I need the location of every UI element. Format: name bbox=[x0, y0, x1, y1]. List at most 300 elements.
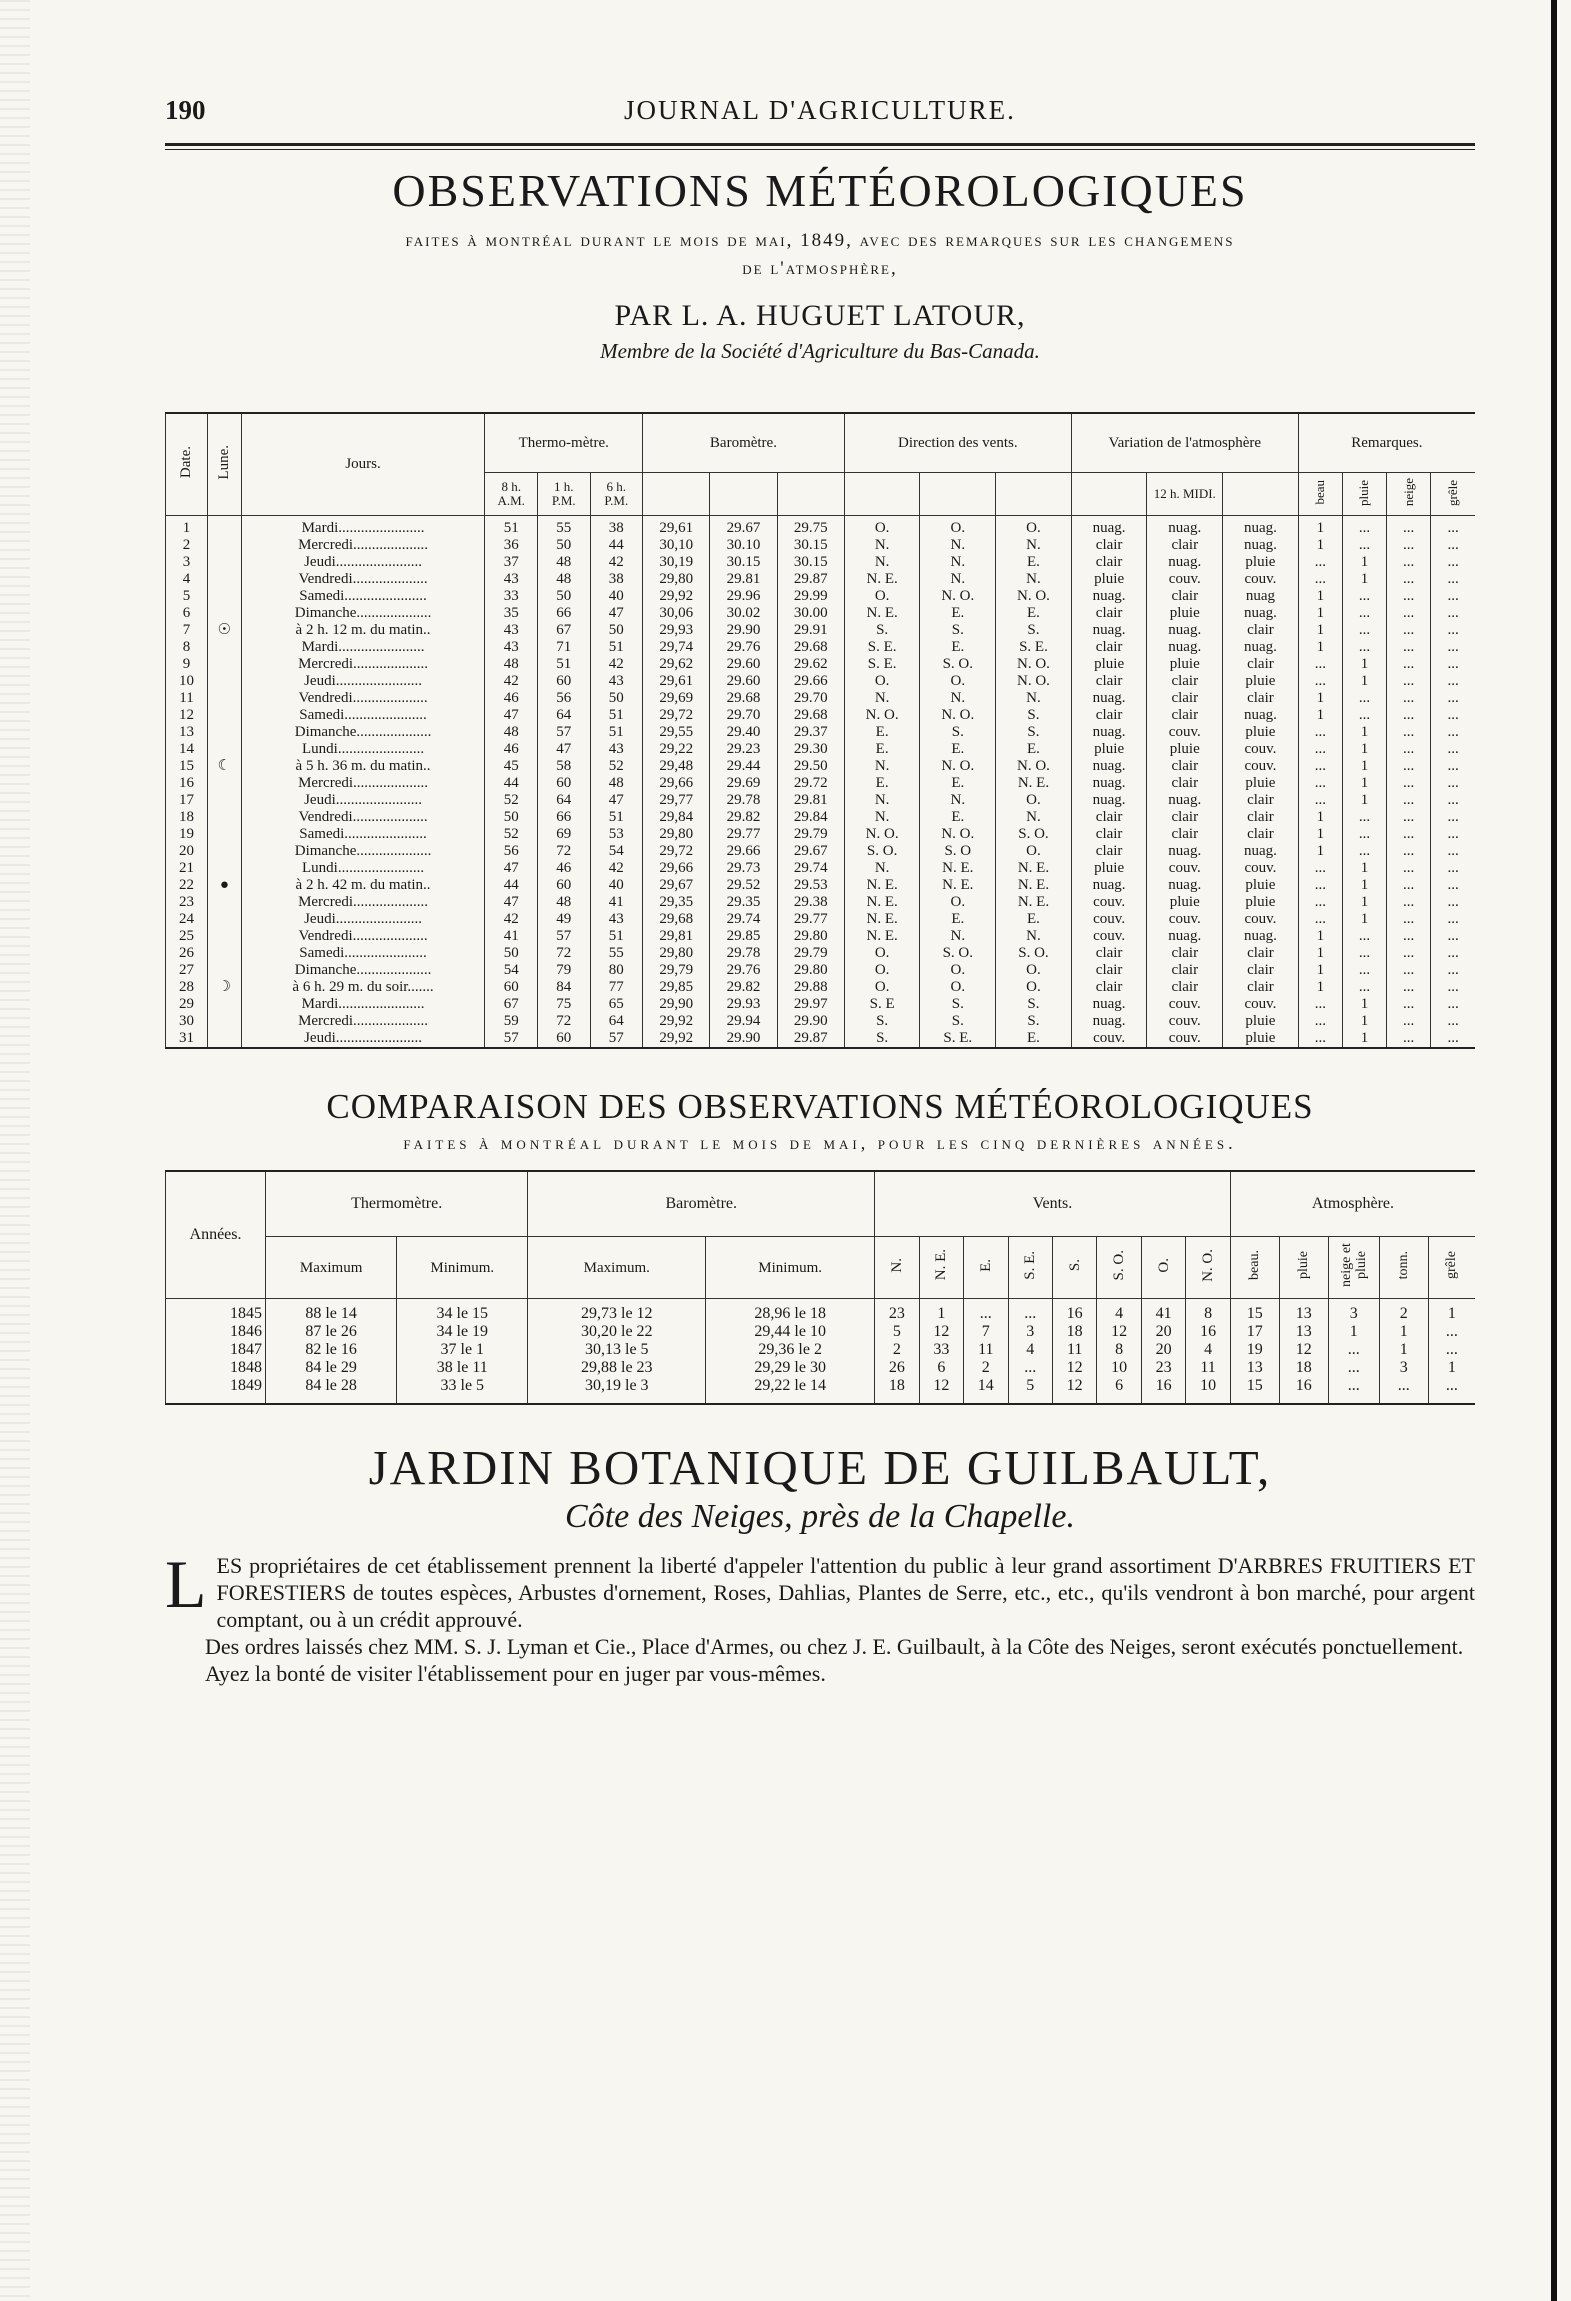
date-cell: 18 bbox=[166, 809, 208, 826]
atmosphere-cell: couv. bbox=[1071, 911, 1147, 928]
date-cell: 25 bbox=[166, 928, 208, 945]
remark-cell: ... bbox=[1342, 979, 1386, 996]
wind-cell: O. bbox=[996, 516, 1072, 538]
atmosphere-cell: pluie bbox=[1071, 741, 1147, 758]
wind-cell: N. bbox=[996, 571, 1072, 588]
jour-cell: Vendredi.................... bbox=[241, 809, 485, 826]
remark-cell: ... bbox=[1387, 588, 1431, 605]
wind-count-cell: 5 bbox=[1008, 1377, 1052, 1404]
wind-cell: O. bbox=[844, 516, 920, 538]
remark-cell: ... bbox=[1431, 1013, 1475, 1030]
wind-count-cell: 8 bbox=[1186, 1299, 1231, 1324]
barometer-cell: 29,72 bbox=[643, 843, 710, 860]
date-cell: 14 bbox=[166, 741, 208, 758]
thermometer-cell: 60 bbox=[485, 979, 538, 996]
moon-phase-cell bbox=[208, 860, 242, 877]
moon-phase-cell: ● bbox=[208, 877, 242, 894]
barometer-cell: 29.91 bbox=[777, 622, 844, 639]
wind-count-cell: 20 bbox=[1141, 1341, 1185, 1359]
thermometer-cell: 42 bbox=[590, 860, 643, 877]
barometer-cell: 29,80 bbox=[643, 945, 710, 962]
moon-phase-cell bbox=[208, 656, 242, 673]
remark-cell: ... bbox=[1431, 605, 1475, 622]
jour-cell: Mercredi.................... bbox=[241, 894, 485, 911]
atmosphere-cell: clair bbox=[1071, 945, 1147, 962]
wind-count-cell: ... bbox=[964, 1299, 1008, 1324]
remark-cell: ... bbox=[1298, 1030, 1342, 1048]
wind-cell: E. bbox=[920, 741, 996, 758]
remark-cell: ... bbox=[1431, 911, 1475, 928]
atmos-count-cell: 1 bbox=[1328, 1323, 1379, 1341]
wind-cell: S. E. bbox=[920, 1030, 996, 1048]
col-neige: neige bbox=[1387, 473, 1431, 516]
date-cell: 31 bbox=[166, 1030, 208, 1048]
comparison-subtitle: faites à montréal durant le mois de mai, pour les cinq dernières années. bbox=[403, 1133, 1237, 1153]
atmosphere-cell: couv. bbox=[1147, 1030, 1223, 1048]
thermometer-cell: 77 bbox=[590, 979, 643, 996]
moon-phase-cell bbox=[208, 962, 242, 979]
atmosphere-cell: clair bbox=[1147, 945, 1223, 962]
barometer-cell: 29.62 bbox=[777, 656, 844, 673]
remark-cell: ... bbox=[1387, 928, 1431, 945]
barometer-cell: 29,90 bbox=[643, 996, 710, 1013]
cmp-bmin-header: Minimum. bbox=[706, 1237, 875, 1299]
thermometer-cell: 47 bbox=[590, 605, 643, 622]
wind-cell: N. E. bbox=[996, 877, 1072, 894]
remark-cell: ... bbox=[1431, 1030, 1475, 1048]
remark-cell: 1 bbox=[1298, 639, 1342, 656]
remark-cell: ... bbox=[1431, 775, 1475, 792]
barometer-cell: 29.67 bbox=[777, 843, 844, 860]
atmosphere-cell: couv. bbox=[1147, 911, 1223, 928]
remark-cell: 1 bbox=[1298, 945, 1342, 962]
remark-cell: ... bbox=[1298, 554, 1342, 571]
remark-cell: 1 bbox=[1298, 826, 1342, 843]
remark-cell: ... bbox=[1387, 945, 1431, 962]
wind-count-cell: 12 bbox=[919, 1323, 963, 1341]
wind-cell: S. bbox=[920, 1013, 996, 1030]
barometer-cell: 29.82 bbox=[710, 809, 777, 826]
wind-count-cell: 2 bbox=[875, 1341, 919, 1359]
date-cell: 11 bbox=[166, 690, 208, 707]
atmos-count-cell: 1 bbox=[1379, 1323, 1428, 1341]
atmosphere-cell: pluie bbox=[1223, 775, 1299, 792]
atmos-count-cell: ... bbox=[1428, 1323, 1475, 1341]
remark-cell: 1 bbox=[1298, 928, 1342, 945]
thermometer-cell: 52 bbox=[590, 758, 643, 775]
date-cell: 13 bbox=[166, 724, 208, 741]
wind-cell: N. E. bbox=[996, 894, 1072, 911]
barometer-cell: 30.15 bbox=[777, 537, 844, 554]
barometer-cell: 29,55 bbox=[643, 724, 710, 741]
jour-cell: Jeudi....................... bbox=[241, 673, 485, 690]
atmosphere-cell: pluie bbox=[1223, 1030, 1299, 1048]
barometer-cell: 29.23 bbox=[710, 741, 777, 758]
table-row bbox=[166, 1299, 1476, 1324]
table-row bbox=[166, 741, 1476, 758]
barometer-cell: 30,10 bbox=[643, 537, 710, 554]
cmp-atmos-header bbox=[1279, 1237, 1328, 1299]
moon-phase-cell bbox=[208, 1030, 242, 1048]
wind-cell: N. O. bbox=[920, 758, 996, 775]
moon-phase-cell: ☾ bbox=[208, 758, 242, 775]
table-row bbox=[166, 673, 1476, 690]
atmosphere-cell: couv. bbox=[1223, 911, 1299, 928]
atmos-count-cell: 2 bbox=[1379, 1299, 1428, 1324]
thermometer-cell: 72 bbox=[537, 945, 590, 962]
atmosphere-cell: couv. bbox=[1223, 860, 1299, 877]
remark-cell: ... bbox=[1431, 724, 1475, 741]
atmosphere-cell: pluie bbox=[1147, 605, 1223, 622]
thermometer-cell: 47 bbox=[485, 860, 538, 877]
barometer-cell: 29.85 bbox=[710, 928, 777, 945]
moon-phase-cell bbox=[208, 741, 242, 758]
cmp-wind-label: S. E. bbox=[1022, 1250, 1039, 1280]
barometer-cell: 29,48 bbox=[643, 758, 710, 775]
thermometer-cell: 64 bbox=[537, 792, 590, 809]
remark-cell: ... bbox=[1431, 928, 1475, 945]
wind-cell: N. bbox=[844, 860, 920, 877]
table-row bbox=[166, 860, 1476, 877]
atmosphere-cell: pluie bbox=[1223, 877, 1299, 894]
thermometer-cell: 45 bbox=[485, 758, 538, 775]
table-row bbox=[166, 1359, 1476, 1377]
moon-phase-cell bbox=[208, 516, 242, 538]
remark-cell: ... bbox=[1298, 758, 1342, 775]
barometer-cell: 29.76 bbox=[710, 639, 777, 656]
cmp-atmos-header bbox=[1428, 1237, 1475, 1299]
remark-cell: ... bbox=[1387, 690, 1431, 707]
barometer-cell: 29.66 bbox=[777, 673, 844, 690]
table-row bbox=[166, 1377, 1476, 1404]
cmp-wind-label: E. bbox=[977, 1258, 994, 1272]
wind-cell: N. E. bbox=[996, 860, 1072, 877]
col-pluie: pluie bbox=[1342, 473, 1386, 516]
thermometer-cell: 35 bbox=[485, 605, 538, 622]
wind-count-cell: 12 bbox=[1052, 1377, 1096, 1404]
ad-subtitle: Côte des Neiges, près de la Chapelle. bbox=[565, 1498, 1075, 1535]
barometer-cell: 29,62 bbox=[643, 656, 710, 673]
table-row bbox=[166, 707, 1476, 724]
wind-count-cell: 3 bbox=[1008, 1323, 1052, 1341]
barometer-cell: 29,61 bbox=[643, 516, 710, 538]
barometer-cell: 29.68 bbox=[777, 639, 844, 656]
atmosphere-cell: pluie bbox=[1071, 656, 1147, 673]
wind-count-cell: 33 bbox=[919, 1341, 963, 1359]
barometer-cell: 29,92 bbox=[643, 588, 710, 605]
remark-cell: ... bbox=[1387, 639, 1431, 656]
remark-cell: ... bbox=[1431, 809, 1475, 826]
atmosphere-cell: couv. bbox=[1223, 996, 1299, 1013]
jour-cell: à 2 h. 12 m. du matin.. bbox=[241, 622, 485, 639]
remark-cell: ... bbox=[1387, 741, 1431, 758]
wind-count-cell: 18 bbox=[875, 1377, 919, 1404]
remark-cell: ... bbox=[1342, 588, 1386, 605]
moon-phase-cell bbox=[208, 639, 242, 656]
atmosphere-cell: clair bbox=[1147, 690, 1223, 707]
remark-cell: ... bbox=[1298, 877, 1342, 894]
atmosphere-cell: nuag. bbox=[1071, 690, 1147, 707]
remark-cell: ... bbox=[1298, 911, 1342, 928]
date-cell: 19 bbox=[166, 826, 208, 843]
wind-cell: N. bbox=[996, 809, 1072, 826]
tmin-cell: 38 le 11 bbox=[397, 1359, 528, 1377]
table-row bbox=[166, 758, 1476, 775]
atmosphere-cell: clair bbox=[1147, 962, 1223, 979]
atmosphere-cell: nuag. bbox=[1071, 724, 1147, 741]
barometer-cell: 29.75 bbox=[777, 516, 844, 538]
remark-cell: ... bbox=[1387, 843, 1431, 860]
atmosphere-cell: couv. bbox=[1071, 1030, 1147, 1048]
atmosphere-cell: clair bbox=[1223, 656, 1299, 673]
thermometer-cell: 67 bbox=[537, 622, 590, 639]
atmosphere-cell: nuag. bbox=[1147, 877, 1223, 894]
wind-cell: N. bbox=[844, 554, 920, 571]
barometer-cell: 29,93 bbox=[643, 622, 710, 639]
wind-cell: N. bbox=[920, 537, 996, 554]
remark-cell: ... bbox=[1387, 537, 1431, 554]
wind-cell: N. bbox=[996, 537, 1072, 554]
atmosphere-cell: clair bbox=[1223, 809, 1299, 826]
drop-cap: L bbox=[165, 1546, 207, 1622]
thermometer-cell: 42 bbox=[590, 554, 643, 571]
wind-cell: O. bbox=[920, 894, 996, 911]
moon-phase-cell bbox=[208, 690, 242, 707]
thermometer-cell: 71 bbox=[537, 639, 590, 656]
table-row bbox=[166, 1323, 1476, 1341]
wind-cell: O. bbox=[996, 792, 1072, 809]
col-remarques-header: Remarques. bbox=[1298, 413, 1475, 473]
bmin-cell: 29,22 le 14 bbox=[706, 1377, 875, 1404]
thermometer-cell: 52 bbox=[485, 792, 538, 809]
remark-cell: ... bbox=[1387, 571, 1431, 588]
barometer-cell: 30.02 bbox=[710, 605, 777, 622]
jour-cell: Jeudi....................... bbox=[241, 1030, 485, 1048]
barometer-cell: 29,92 bbox=[643, 1030, 710, 1048]
barometer-cell: 29,66 bbox=[643, 775, 710, 792]
thermometer-cell: 48 bbox=[485, 656, 538, 673]
barometer-cell: 29.72 bbox=[777, 775, 844, 792]
cmp-wind-label: N. O. bbox=[1200, 1248, 1217, 1282]
wind-cell: N. O. bbox=[996, 656, 1072, 673]
wind-cell: S. bbox=[996, 996, 1072, 1013]
atmos-count-cell: 1 bbox=[1428, 1359, 1475, 1377]
atmosphere-cell: clair bbox=[1147, 809, 1223, 826]
thermometer-cell: 43 bbox=[485, 622, 538, 639]
thermometer-cell: 44 bbox=[485, 775, 538, 792]
wind-cell: O. bbox=[920, 979, 996, 996]
remark-cell: ... bbox=[1387, 724, 1431, 741]
jour-cell: Vendredi.................... bbox=[241, 928, 485, 945]
thermometer-cell: 53 bbox=[590, 826, 643, 843]
remark-cell: ... bbox=[1342, 690, 1386, 707]
wind-count-cell: 14 bbox=[964, 1377, 1008, 1404]
wind-cell: E. bbox=[996, 1030, 1072, 1048]
thermometer-cell: 40 bbox=[590, 588, 643, 605]
barometer-cell: 29,69 bbox=[643, 690, 710, 707]
date-cell: 1 bbox=[166, 516, 208, 538]
wind-count-cell: 1 bbox=[919, 1299, 963, 1324]
thermometer-cell: 36 bbox=[485, 537, 538, 554]
remark-cell: 1 bbox=[1298, 979, 1342, 996]
thermometer-cell: 54 bbox=[590, 843, 643, 860]
remark-cell: 1 bbox=[1342, 877, 1386, 894]
atmosphere-cell: nuag. bbox=[1071, 588, 1147, 605]
thermometer-cell: 37 bbox=[485, 554, 538, 571]
remark-cell: ... bbox=[1342, 945, 1386, 962]
barometer-cell: 29,61 bbox=[643, 673, 710, 690]
cmp-vents-header: Vents. bbox=[875, 1171, 1231, 1237]
thermometer-cell: 65 bbox=[590, 996, 643, 1013]
date-cell: 15 bbox=[166, 758, 208, 775]
col-v-2 bbox=[920, 473, 996, 516]
atmos-count-cell: 13 bbox=[1279, 1299, 1328, 1324]
cmp-atmos-header bbox=[1328, 1237, 1379, 1299]
col-thermometre-header: Thermo-mètre. bbox=[485, 413, 643, 473]
atmosphere-cell: clair bbox=[1071, 554, 1147, 571]
wind-cell: E. bbox=[920, 775, 996, 792]
wind-cell: S. bbox=[844, 622, 920, 639]
moon-phase-cell bbox=[208, 996, 242, 1013]
barometer-cell: 29,85 bbox=[643, 979, 710, 996]
remark-cell: ... bbox=[1387, 962, 1431, 979]
remark-cell: 1 bbox=[1298, 690, 1342, 707]
barometer-cell: 29.81 bbox=[710, 571, 777, 588]
atmosphere-cell: nuag. bbox=[1071, 1013, 1147, 1030]
barometer-cell: 29.53 bbox=[777, 877, 844, 894]
wind-count-cell: 16 bbox=[1186, 1323, 1231, 1341]
moon-phase-cell bbox=[208, 945, 242, 962]
jour-cell: Samedi...................... bbox=[241, 826, 485, 843]
atmos-count-cell: ... bbox=[1428, 1377, 1475, 1404]
tmin-cell: 34 le 15 bbox=[397, 1299, 528, 1324]
cmp-wind-header bbox=[1097, 1237, 1141, 1299]
atmos-count-cell: ... bbox=[1428, 1341, 1475, 1359]
observations-table bbox=[165, 412, 1475, 1049]
remark-cell: ... bbox=[1431, 554, 1475, 571]
remark-cell: ... bbox=[1387, 622, 1431, 639]
barometer-cell: 29.77 bbox=[777, 911, 844, 928]
remark-cell: ... bbox=[1431, 877, 1475, 894]
barometer-cell: 30,06 bbox=[643, 605, 710, 622]
remark-cell: ... bbox=[1431, 690, 1475, 707]
thermometer-cell: 42 bbox=[590, 656, 643, 673]
barometer-cell: 29,72 bbox=[643, 707, 710, 724]
jour-cell: Mercredi.................... bbox=[241, 537, 485, 554]
barometer-cell: 29.94 bbox=[710, 1013, 777, 1030]
atmosphere-cell: pluie bbox=[1071, 571, 1147, 588]
wind-cell: N. bbox=[920, 554, 996, 571]
wind-cell: S. bbox=[996, 724, 1072, 741]
remark-cell: ... bbox=[1298, 571, 1342, 588]
tmax-cell: 84 le 29 bbox=[266, 1359, 397, 1377]
wind-count-cell: 10 bbox=[1097, 1359, 1141, 1377]
table-row bbox=[166, 537, 1476, 554]
remark-cell: ... bbox=[1431, 792, 1475, 809]
barometer-cell: 29.93 bbox=[710, 996, 777, 1013]
barometer-cell: 29,67 bbox=[643, 877, 710, 894]
barometer-cell: 29.67 bbox=[710, 516, 777, 538]
wind-cell: N. O. bbox=[920, 826, 996, 843]
table-row bbox=[166, 877, 1476, 894]
wind-cell: O. bbox=[844, 945, 920, 962]
wind-cell: E. bbox=[996, 911, 1072, 928]
atmos-count-cell: 19 bbox=[1230, 1341, 1279, 1359]
remark-cell: 1 bbox=[1298, 707, 1342, 724]
thermometer-cell: 51 bbox=[590, 707, 643, 724]
remark-cell: ... bbox=[1342, 826, 1386, 843]
remark-cell: ... bbox=[1342, 605, 1386, 622]
thermometer-cell: 57 bbox=[590, 1030, 643, 1048]
wind-cell: E. bbox=[996, 554, 1072, 571]
barometer-cell: 29,80 bbox=[643, 826, 710, 843]
remark-cell: ... bbox=[1298, 860, 1342, 877]
wind-cell: O. bbox=[996, 962, 1072, 979]
atmosphere-cell: nuag. bbox=[1147, 516, 1223, 538]
thermometer-cell: 59 bbox=[485, 1013, 538, 1030]
thermometer-cell: 42 bbox=[485, 911, 538, 928]
barometer-cell: 29.68 bbox=[777, 707, 844, 724]
table-row bbox=[166, 571, 1476, 588]
atmos-count-cell: 13 bbox=[1230, 1359, 1279, 1377]
remark-cell: 1 bbox=[1298, 843, 1342, 860]
comparison-body bbox=[166, 1299, 1476, 1405]
wind-cell: N. O. bbox=[920, 707, 996, 724]
atmosphere-cell: clair bbox=[1071, 707, 1147, 724]
atmos-count-cell: 17 bbox=[1230, 1323, 1279, 1341]
remark-cell: ... bbox=[1387, 758, 1431, 775]
remark-cell: ... bbox=[1342, 622, 1386, 639]
thermometer-cell: 46 bbox=[485, 690, 538, 707]
barometer-cell: 29,77 bbox=[643, 792, 710, 809]
jour-cell: Lundi....................... bbox=[241, 741, 485, 758]
table-row bbox=[166, 945, 1476, 962]
barometer-cell: 29.77 bbox=[710, 826, 777, 843]
barometer-cell: 29.79 bbox=[777, 945, 844, 962]
atmosphere-cell: clair bbox=[1071, 843, 1147, 860]
atmosphere-cell: nuag. bbox=[1147, 792, 1223, 809]
atmos-count-cell: 3 bbox=[1328, 1299, 1379, 1324]
barometer-cell: 29.90 bbox=[710, 622, 777, 639]
tmax-cell: 84 le 28 bbox=[266, 1377, 397, 1404]
remark-cell: ... bbox=[1298, 724, 1342, 741]
atmosphere-cell: nuag. bbox=[1071, 516, 1147, 538]
atmosphere-cell: pluie bbox=[1223, 724, 1299, 741]
remark-cell: ... bbox=[1298, 741, 1342, 758]
date-cell: 20 bbox=[166, 843, 208, 860]
wind-cell: S. bbox=[996, 707, 1072, 724]
remark-cell: 1 bbox=[1342, 673, 1386, 690]
scan-edge-bar bbox=[1551, 0, 1557, 2301]
observations-subtitle-1: faites à montréal durant le mois de mai, 1849, avec des remarques sur les changemens bbox=[405, 230, 1235, 251]
atmos-count-cell: ... bbox=[1328, 1341, 1379, 1359]
thermometer-cell: 48 bbox=[537, 571, 590, 588]
wind-cell: N. bbox=[844, 690, 920, 707]
table-row bbox=[166, 656, 1476, 673]
remark-cell: ... bbox=[1342, 707, 1386, 724]
atmosphere-cell: clair bbox=[1223, 792, 1299, 809]
date-cell: 17 bbox=[166, 792, 208, 809]
atmos-count-cell: ... bbox=[1379, 1377, 1428, 1404]
atmosphere-cell: clair bbox=[1071, 537, 1147, 554]
thermometer-cell: 48 bbox=[537, 554, 590, 571]
atmos-count-cell: 15 bbox=[1230, 1377, 1279, 1404]
thermometer-cell: 66 bbox=[537, 809, 590, 826]
thermometer-cell: 66 bbox=[537, 605, 590, 622]
barometer-cell: 29.73 bbox=[710, 860, 777, 877]
barometer-cell: 29.60 bbox=[710, 673, 777, 690]
remark-cell: ... bbox=[1387, 911, 1431, 928]
